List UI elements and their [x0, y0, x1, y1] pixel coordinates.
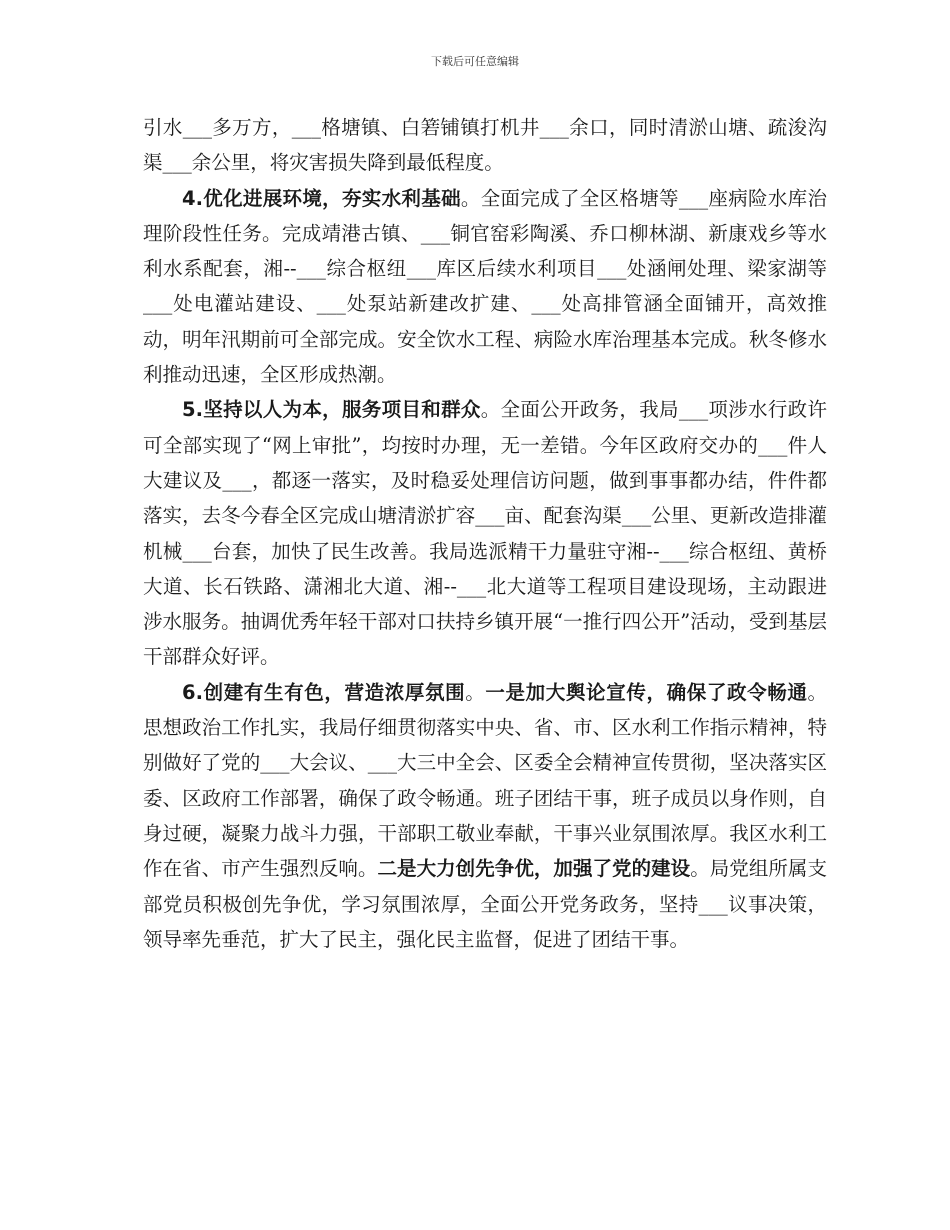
sub-heading: 一是加大舆论宣传，确保了政令畅通 — [485, 680, 808, 704]
paragraph-item-6 — [143, 675, 827, 957]
paragraph-continuation — [143, 110, 827, 181]
section-heading: 5.坚持以人为本，服务项目和群众 — [182, 398, 481, 422]
paragraph-text: 。思想政治工作扎实，我局仔细贯彻落实中央、省、市、区水利工作指示精神，特别做好了党的___大会议、___大三中全会、区委全会精神宣传贯彻，坚决落实区委、区政府工作部署，确保了政令畅通。班子团结干事，班子成员以身作则，自身过硬，凝聚力战斗力强，干部职工敬业奉献，干事兴业氛围浓厚。我区水利工作在省、市产生强烈反响。 — [143, 680, 827, 881]
sub-heading: 二是大力创先争优，加强了党的建设 — [377, 857, 691, 881]
paragraph-text: 。全面公开政务，我局___项涉水行政许可全部实现了“网上审批”，均按时办理，无一差错。今年区政府交办的___件人大建议及___，都逐一落实，及时稳妥处理信访问题，做到事事都办结，件件都落实，去冬今春全区完成山塘清淤扩容___亩、配套沟渠___公里、更新改造排灌机械___台套，加快了民生改善。我局选派精干力量驻守湘--___综合枢纽、黄桥大道、长石铁路、潇湘北大道、湘--___北大道等工程项目建设现场，主动跟进涉水服务。抽调优秀年轻干部对口扶持乡镇开展“一推行四公开”活动，受到基层干部群众好评。 — [143, 398, 827, 669]
section-heading: 6.创建有生有色，营造浓厚氛围 — [182, 680, 466, 704]
paragraph-text: 。全面完成了全区格塘等___座病险水库治理阶段性任务。完成靖港古镇、___铜官窑彩陶溪、乔口柳林湖、新康戏乡等水利水系配套，湘--___综合枢纽___库区后续水利项目___处涵闸处理、梁家湖等___处电灌站建设、___处泵站新建改扩建、___处高排管涵全面铺开，高效推动，明年汛期前可全部完成。安全饮水工程、病险水库治理基本完成。秋冬修水利推动迅速，全区形成热潮。 — [143, 186, 827, 387]
paragraph-text: 引水___多万方，___格塘镇、白箬铺镇打机井___余口，同时清淤山塘、疏浚沟渠___余公里，将灾害损失降到最低程度。 — [143, 116, 827, 175]
paragraph-text: 。 — [465, 680, 486, 704]
paragraph-item-4 — [143, 181, 827, 393]
section-heading: 4.优化进展环境，夯实水利基础 — [182, 186, 461, 210]
page-header: 下载后可任意编辑 — [431, 55, 519, 68]
document-body — [143, 110, 827, 957]
paragraph-item-5 — [143, 392, 827, 674]
paragraph-text: 。局党组所属支部党员积极创先争优，学习氛围浓厚，全面公开党务政务，坚持___议事决策，领导率先垂范，扩大了民主，强化民主监督，促进了团结干事。 — [143, 857, 827, 951]
